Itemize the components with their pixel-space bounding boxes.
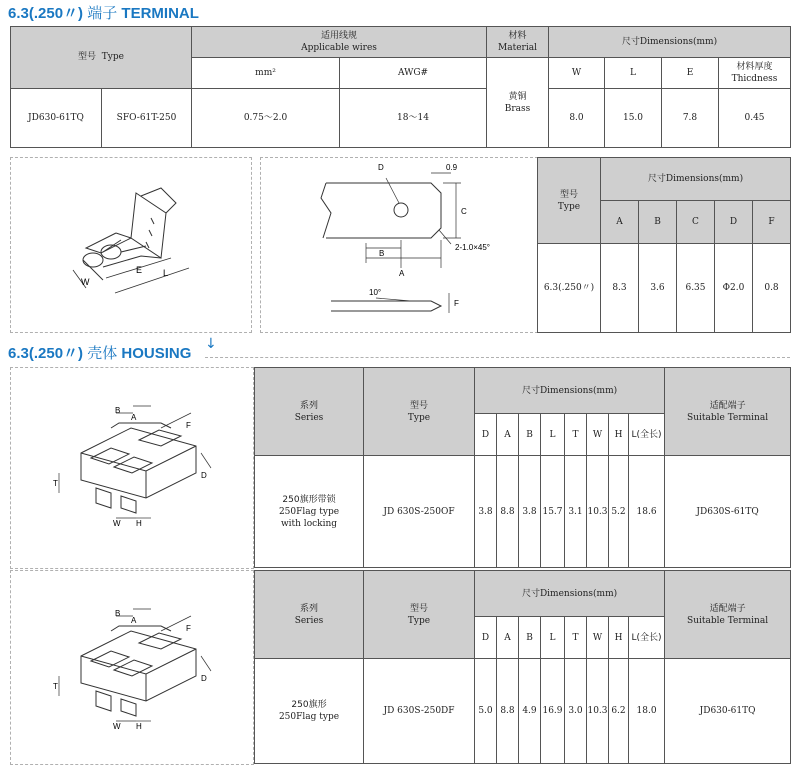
- housing1-label-f: F: [186, 421, 191, 430]
- col-h: H: [609, 617, 629, 659]
- terminal-title-en: TERMINAL: [121, 5, 199, 22]
- tab-drawing-frame: [260, 157, 538, 333]
- tab-row-type: 6.3(.250〃): [538, 244, 601, 333]
- tab-label-a: A: [399, 269, 405, 278]
- type-cell-1: JD630-61TQ: [11, 88, 102, 148]
- series-cell: 250旗形带锁 250Flag type with locking: [255, 456, 364, 568]
- material-cell: 黄铜 Brass: [487, 58, 549, 148]
- col-a: A: [497, 414, 519, 456]
- val-b: 4.9: [519, 659, 541, 764]
- type-cell-2: SFO-61T-250: [102, 88, 192, 148]
- val-w: 10.3: [587, 659, 609, 764]
- wires-header: 适用线规 Applicable wires: [192, 27, 487, 58]
- tab-col-a: A: [601, 201, 639, 244]
- series-header: 系列 Series: [255, 368, 364, 456]
- tab-label-b: B: [379, 249, 385, 258]
- tab-col-d: D: [715, 201, 753, 244]
- e-header: E: [662, 58, 719, 88]
- val-l: 15.7: [541, 456, 565, 568]
- housing1-label-w: W: [113, 519, 121, 528]
- val-b: 3.8: [519, 456, 541, 568]
- type-header: 型号 Type: [364, 571, 475, 659]
- val-a: 8.8: [497, 659, 519, 764]
- col-b: B: [519, 414, 541, 456]
- down-arrow-icon: ↓: [205, 336, 217, 352]
- tab-dimension-table: [537, 157, 791, 333]
- housing-3d-drawing-2: [11, 571, 253, 764]
- housing2-label-f: F: [186, 624, 191, 633]
- tab-label-angle: 10°: [369, 288, 382, 297]
- tab-col-b: B: [639, 201, 677, 244]
- col-l: L: [541, 414, 565, 456]
- housing1-label-b: B: [115, 406, 121, 415]
- tab-val-b: 3.6: [639, 244, 677, 333]
- col-w: W: [587, 617, 609, 659]
- val-h: 5.2: [609, 456, 629, 568]
- tab-dims-header: 尺寸Dimensions(mm): [601, 158, 791, 201]
- thickness-header: 材料厚度 Thicdness: [719, 58, 791, 88]
- housing2-label-d: D: [201, 674, 207, 683]
- val-d: 5.0: [475, 659, 497, 764]
- housing-section-title: [8, 342, 191, 363]
- val-l-total: 18.0: [629, 659, 665, 764]
- e-cell: 7.8: [662, 88, 719, 148]
- dims-header: 尺寸Dimensions(mm): [475, 368, 665, 414]
- tab-val-a: 8.3: [601, 244, 639, 333]
- tab-col-c: C: [677, 201, 715, 244]
- val-h: 6.2: [609, 659, 629, 764]
- tab-val-f: 0.8: [753, 244, 791, 333]
- series-header: 系列 Series: [255, 571, 364, 659]
- awg-header: AWG#: [340, 58, 487, 88]
- mm2-cell: 0.75～2.0: [192, 88, 340, 148]
- w-cell: 8.0: [549, 88, 605, 148]
- label-l: L: [163, 268, 169, 278]
- housing-drawing-frame-2: [10, 570, 254, 765]
- val-d: 3.8: [475, 456, 497, 568]
- suitable-cell: JD630S-61TQ: [665, 456, 791, 568]
- tab-label-chamfer: 2-1.0×45°: [455, 243, 491, 252]
- housing-title-en: HOUSING: [121, 345, 192, 362]
- housing1-label-t: T: [53, 479, 58, 488]
- housing1-label-a: A: [131, 413, 137, 422]
- val-a: 8.8: [497, 456, 519, 568]
- housing-separator: [205, 357, 790, 358]
- type-cell: JD 630S-250OF: [364, 456, 475, 568]
- housing1-label-d: D: [201, 471, 207, 480]
- terminal-title-size: 6.3(.250〃): [8, 5, 84, 22]
- housing1-label-h: H: [136, 519, 142, 528]
- material-header: 材料 Material: [487, 27, 549, 58]
- housing2-label-w: W: [113, 722, 121, 731]
- dimensions-header: 尺寸Dimensions(mm): [549, 27, 791, 58]
- terminal-spec-table: [10, 26, 791, 148]
- col-t: T: [565, 414, 587, 456]
- mm2-header: mm²: [192, 58, 340, 88]
- terminal-drawing-frame: [10, 157, 252, 333]
- tab-type-header: 型号 Type: [538, 158, 601, 244]
- tab-col-f: F: [753, 201, 791, 244]
- col-l-total: L(全长): [629, 617, 665, 659]
- tab-label-0-9: 0.9: [446, 163, 458, 172]
- tab-label-c: C: [461, 207, 467, 216]
- housing-spec-table-2: [254, 570, 791, 764]
- terminal-3d-drawing: [11, 158, 251, 332]
- housing2-label-t: T: [53, 682, 58, 691]
- val-t: 3.0: [565, 659, 587, 764]
- housing-drawing-frame-1: [10, 367, 254, 569]
- val-t: 3.1: [565, 456, 587, 568]
- tab-label-d: D: [378, 163, 384, 172]
- housing-title-size: 6.3(.250〃): [8, 345, 84, 362]
- val-l: 16.9: [541, 659, 565, 764]
- col-d: D: [475, 414, 497, 456]
- housing2-label-a: A: [131, 616, 137, 625]
- tab-val-c: 6.35: [677, 244, 715, 333]
- label-w: W: [81, 277, 90, 287]
- w-header: W: [549, 58, 605, 88]
- thickness-cell: 0.45: [719, 88, 791, 148]
- type-cell: JD 630S-250DF: [364, 659, 475, 764]
- dims-header: 尺寸Dimensions(mm): [475, 571, 665, 617]
- housing-3d-drawing-1: [11, 368, 253, 568]
- awg-cell: 18～14: [340, 88, 487, 148]
- terminal-title-cn: 端子: [87, 4, 118, 22]
- model-header: 型号 Type: [11, 27, 192, 89]
- val-w: 10.3: [587, 456, 609, 568]
- housing2-label-b: B: [115, 609, 121, 618]
- col-w: W: [587, 414, 609, 456]
- label-e: E: [136, 265, 143, 275]
- col-h: H: [609, 414, 629, 456]
- terminal-section-title: [8, 2, 199, 23]
- l-cell: 15.0: [605, 88, 662, 148]
- series-cell: 250旗形 250Flag type: [255, 659, 364, 764]
- col-l: L: [541, 617, 565, 659]
- col-l-total: L(全长): [629, 414, 665, 456]
- col-b: B: [519, 617, 541, 659]
- col-a: A: [497, 617, 519, 659]
- col-t: T: [565, 617, 587, 659]
- housing-spec-table-1: [254, 367, 791, 568]
- housing2-label-h: H: [136, 722, 142, 731]
- tab-dimension-drawing: [261, 158, 537, 332]
- suitable-header: 适配端子 Suitable Terminal: [665, 368, 791, 456]
- tab-val-d: Φ2.0: [715, 244, 753, 333]
- tab-label-f: F: [454, 299, 459, 308]
- suitable-header: 适配端子 Suitable Terminal: [665, 571, 791, 659]
- type-header: 型号 Type: [364, 368, 475, 456]
- l-header: L: [605, 58, 662, 88]
- suitable-cell: JD630-61TQ: [665, 659, 791, 764]
- col-d: D: [475, 617, 497, 659]
- val-l-total: 18.6: [629, 456, 665, 568]
- housing-title-cn: 壳体: [87, 344, 118, 362]
